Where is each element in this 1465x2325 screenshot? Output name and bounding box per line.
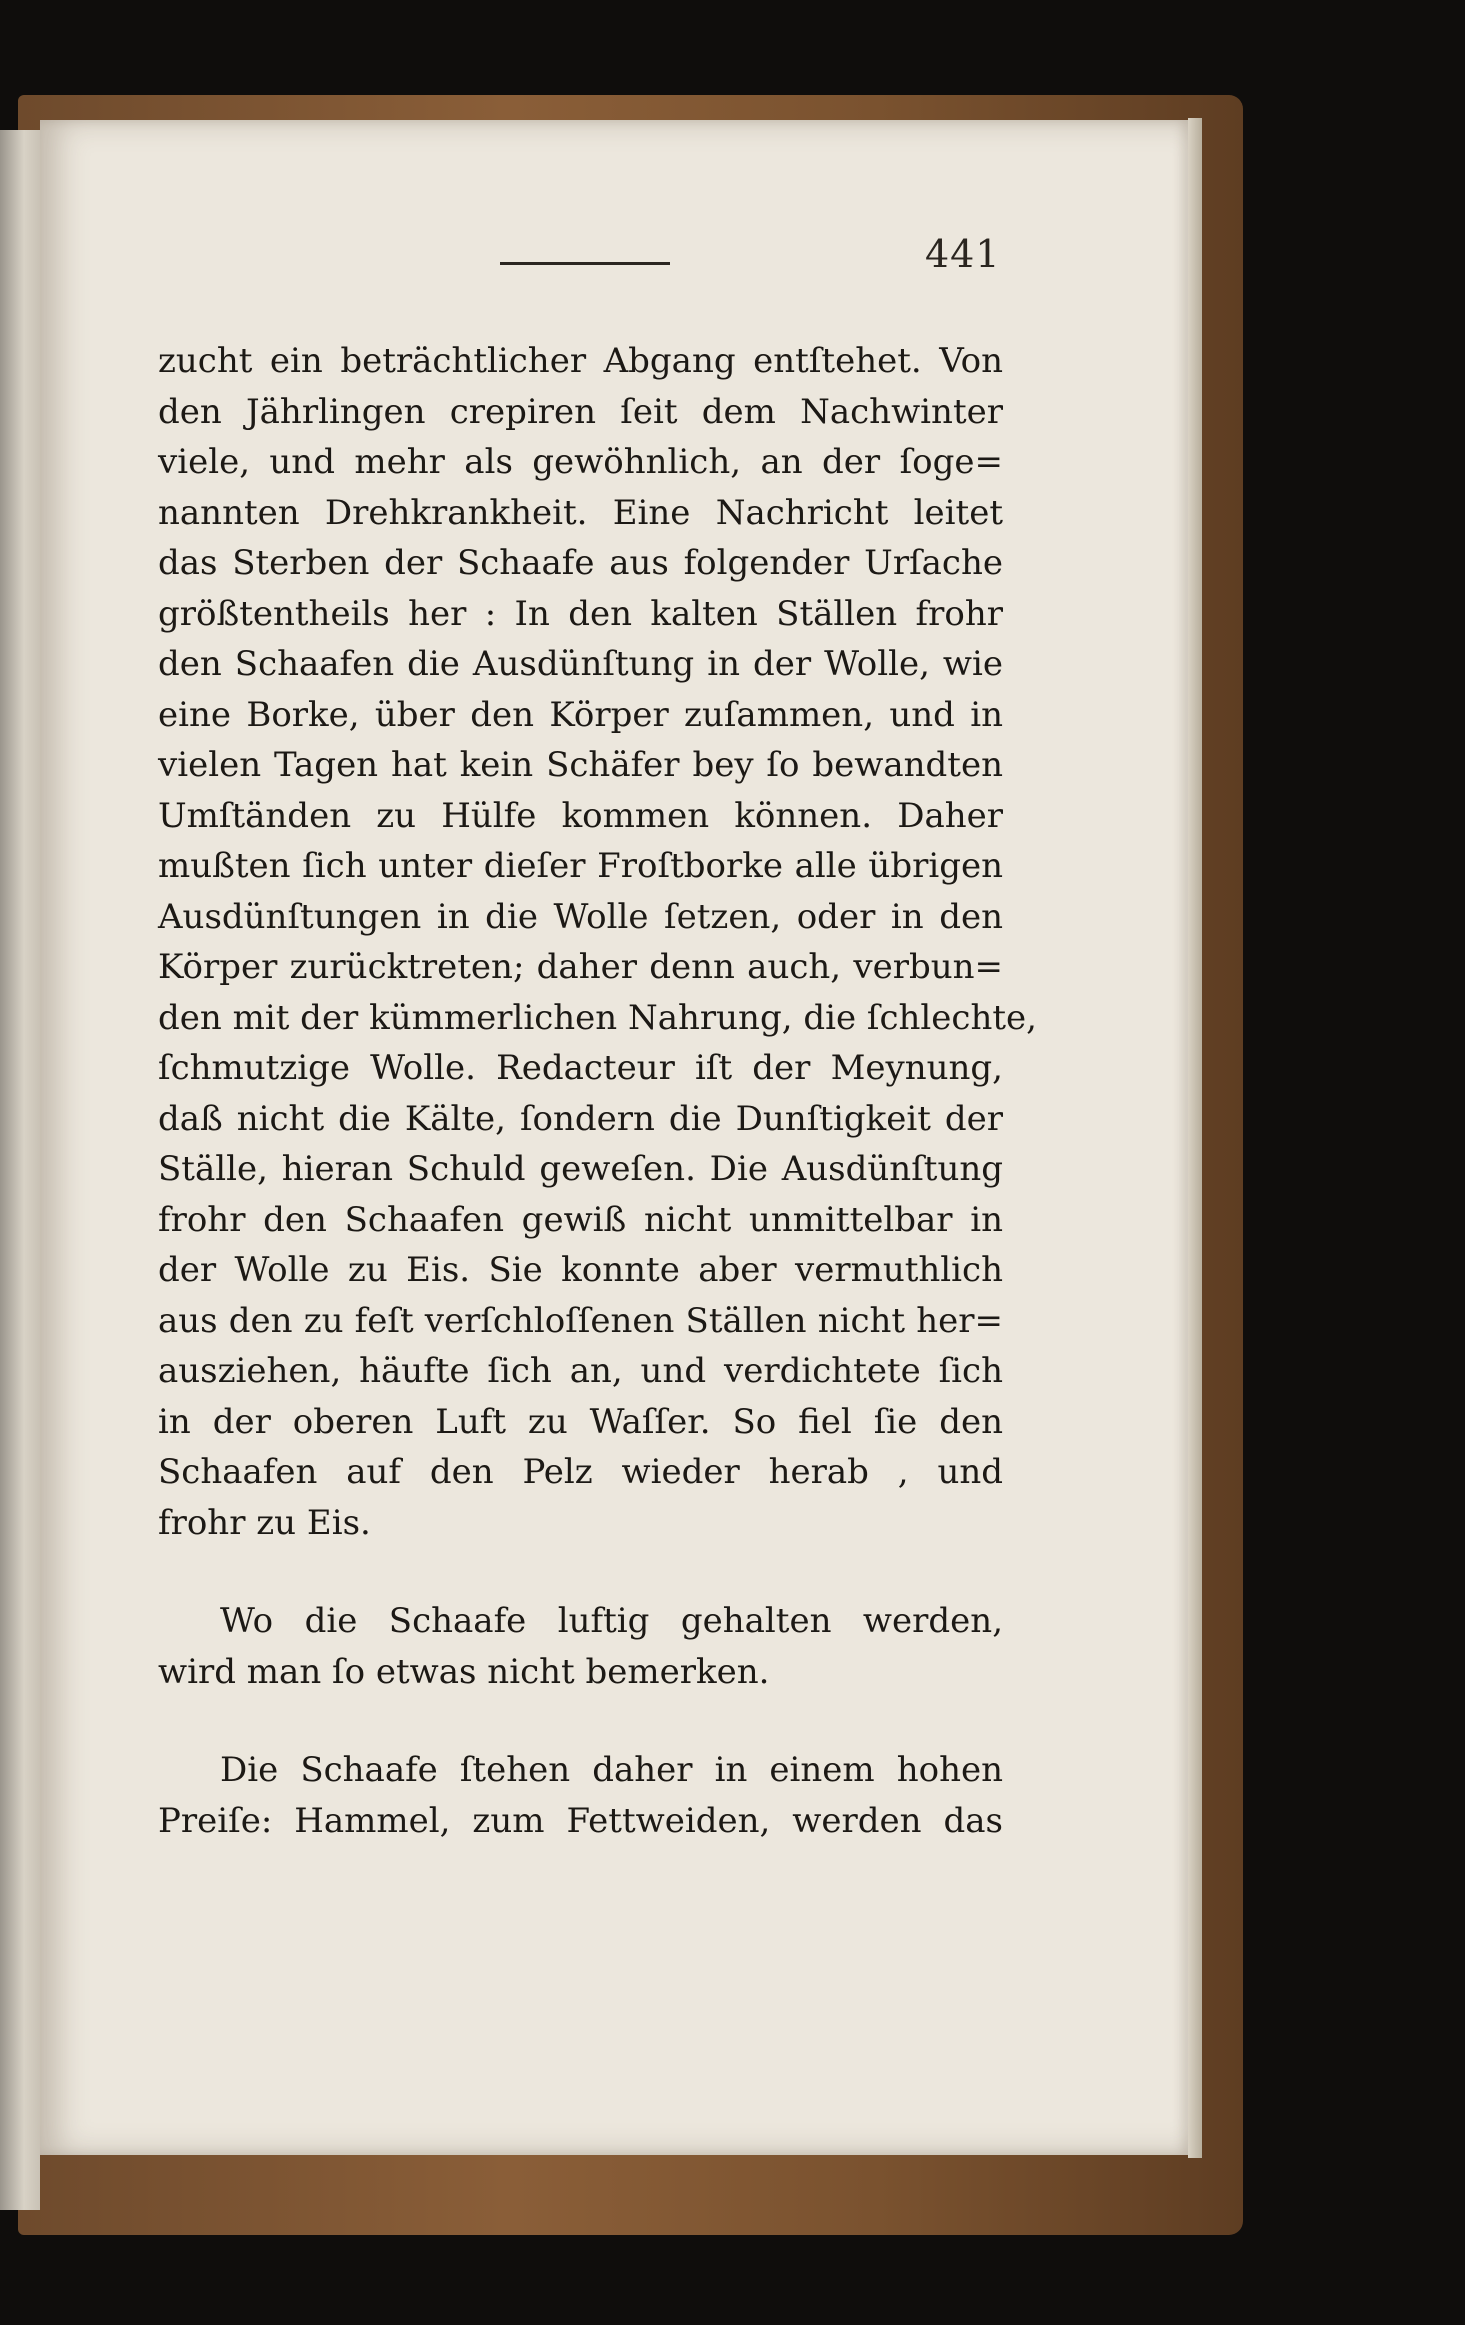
text-line: nannten Drehkrankheit. Eine Nachricht leitet [158,492,1003,533]
text-line: Schaafen auf den Pelz wieder herab , und [158,1452,1003,1492]
text-line: eine Borke, über den Körper zuſammen, und in [158,694,1003,735]
page-number: 441 [925,232,1001,276]
text-line: ſchmutzige Wolle. Redacteur iſt der Meynung, [158,1048,1003,1088]
paragraph-3 [158,1745,1003,1846]
text-line: größtentheils her : In den kalten Ställen frohr [158,593,1003,634]
text-line: das Sterben der Schaafe aus folgender Urſache [158,543,1003,583]
text-line: frohr zu Eis. [158,1502,371,1543]
header-rule [500,262,670,265]
text-line: mußten ſich unter dieſer Froſtborke alle übrigen [158,846,1003,886]
text-line: Preiſe: Hammel, zum Fettweiden, werden das [158,1800,1003,1841]
text-line: Ausdünſtungen in die Wolle ſetzen, oder in den [158,896,1003,937]
text-line: frohr den Schaafen gewiß nicht unmittelbar in [158,1199,1003,1240]
paragraph-1 [158,336,1037,1548]
text-line: daß nicht die Kälte, ſondern die Dunſtigkeit der [158,1098,1003,1139]
text-line: Die Schaafe ſtehen daher in einem hohen [220,1750,1003,1790]
left-page-edge [0,130,40,2210]
text-line: Körper zurücktreten; daher denn auch, verbun= [158,947,1003,987]
text-line: den Schaafen die Ausdünſtung in der Wolle, wie [158,644,1003,684]
text-line: den Jährlingen crepiren ſeit dem Nachwinter [158,391,1003,432]
text-line: zucht ein beträchtlicher Abgang entſtehet. Von [158,341,1003,381]
text-line: Umſtänden zu Hülfe kommen können. Daher [158,795,1003,836]
body-text [158,336,1037,1846]
text-line: wird man ſo etwas nicht bemerken. [158,1651,770,1692]
text-line: vielen Tagen hat kein Schäfer bey ſo bewandten [158,745,1003,785]
text-line: Ställe, hieran Schuld geweſen. Die Ausdünſtung [158,1149,1003,1189]
text-line: den mit der kümmerlichen Nahrung, die ſchlechte, [158,997,1037,1038]
text-line: in der oberen Luft zu Waſſer. So fiel ſie den [158,1401,1003,1442]
text-line: Wo die Schaafe luftig gehalten werden, [220,1601,1003,1641]
text-line: aus den zu feſt verſchloſſenen Ställen nicht her= [158,1300,1003,1341]
page-block-edge [1188,118,1202,2158]
text-line: ausziehen, häufte ſich an, und verdichtete ſich [158,1351,1003,1391]
text-line: viele, und mehr als gewöhnlich, an der ſoge= [158,442,1003,482]
text-line: der Wolle zu Eis. Sie konnte aber vermuthlich [158,1250,1003,1290]
paragraph-2 [158,1596,1003,1697]
